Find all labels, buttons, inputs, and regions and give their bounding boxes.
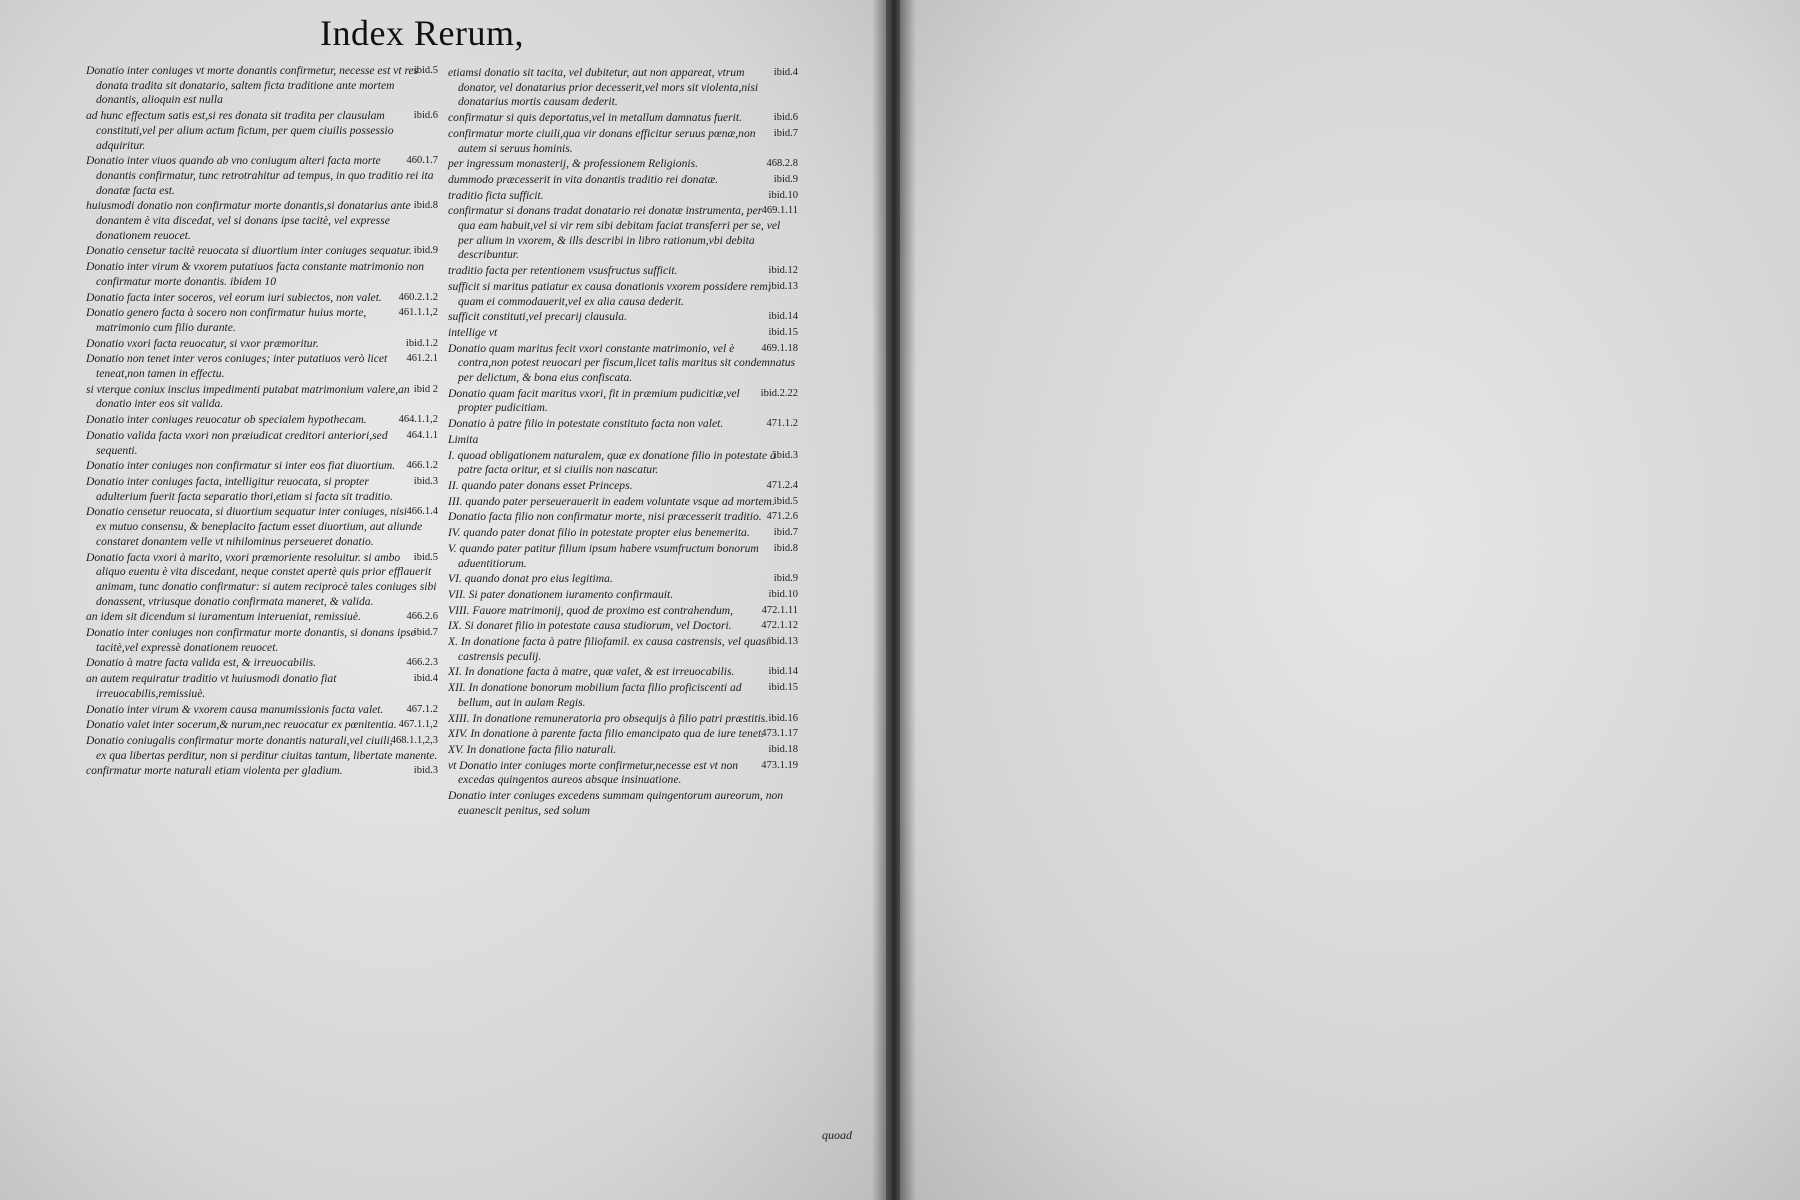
entry-text: Donatio quam facit maritus vxori, fit in præmium pudicitiæ,vel propter pudicitiam.: [448, 386, 740, 415]
index-entry: [448, 542, 798, 571]
index-entry: [448, 619, 798, 634]
entry-reference: ibid.14: [768, 666, 798, 678]
index-entry: [448, 495, 798, 510]
entry-text: XII. In donatione bonorum mobilium facta filio proficiscenti ad bellum, aut in aulam Regis.: [448, 681, 742, 709]
index-entry: [86, 64, 438, 108]
index-entry: [448, 433, 798, 448]
index-entry: [86, 244, 438, 259]
index-entry: [448, 681, 798, 710]
entry-text: traditio ficta sufficit.: [448, 188, 544, 202]
entry-reference: ibid.12: [768, 265, 798, 277]
entry-text: Donatio inter coniuges reuocatur ob specialem hypothecam.: [86, 413, 367, 427]
index-entry: [86, 352, 438, 381]
index-entry: [448, 572, 798, 587]
entry-reference: ibid.13: [768, 280, 798, 292]
index-entry: [86, 429, 438, 458]
entry-text: Donatio coniugalis confirmatur morte donantis naturali,vel ciuili, ex qua libertas perditur, non si perditur ciuitas tantum, libertate manente.: [86, 733, 438, 762]
index-entry: [448, 173, 798, 188]
index-entry: [86, 718, 438, 733]
left-page: [0, 0, 886, 1200]
index-entry: [448, 264, 798, 279]
index-entry: [86, 703, 438, 718]
entry-reference: 471.2.4: [766, 479, 798, 491]
entry-text: XIII. In donatione remuneratoria pro obsequijs à filio patri præstitis.: [448, 711, 769, 725]
entry-reference: ibid.10: [768, 189, 798, 201]
index-entry: [448, 127, 798, 156]
index-entry: [448, 510, 798, 525]
entry-reference: ibid.9: [413, 245, 438, 257]
entry-reference: 469.1.18: [761, 342, 798, 354]
entry-text: III. quando pater perseuerauerit in eadem voluntate vsque ad mortem.: [448, 494, 775, 508]
entry-text: confirmatur morte naturali etiam violenta per gladium.: [86, 764, 343, 778]
index-entry: [448, 157, 798, 172]
entry-reference: ibid.5: [413, 551, 438, 563]
entry-text: IV. quando pater donat filio in potestate propter eius benemerita.: [448, 526, 750, 540]
entry-reference: 472.1.12: [761, 620, 798, 632]
entry-reference: ibid.5: [413, 65, 438, 76]
entry-reference: ibid 2: [413, 383, 438, 395]
entry-reference: ibid.2.22: [760, 387, 798, 399]
entry-text: Donatio quam maritus fecit vxori constante matrimonio, vel è contra,non potest reuocari per fiscum,licet talis maritus sit condemnatus per delictum, & bona eius confiscata.: [448, 341, 796, 385]
entry-text: Donatio inter virum & vxorem putatiuos facta constante matrimonio non confirmatur morte donantis. ibidem 10: [86, 260, 425, 288]
index-entry: [448, 759, 798, 788]
index-entry: [86, 413, 438, 428]
entry-text: per ingressum monasterij, & professionem Religionis.: [448, 157, 699, 171]
entry-reference: 466.1.2: [406, 460, 438, 472]
entry-text: Donatio non tenet inter veros coniuges; inter putatiuos verò licet teneat,non tamen in effectu.: [86, 352, 388, 381]
index-entry: [448, 789, 798, 818]
entry-reference: ibid.4: [413, 673, 438, 685]
index-entry: [448, 111, 798, 126]
entry-text: XV. In donatione facta filio naturali.: [448, 742, 617, 756]
entry-reference: 464.1.1: [406, 429, 438, 441]
entry-reference: ibid.15: [768, 682, 798, 694]
entry-reference: ibid.18: [768, 743, 798, 755]
index-entry: [86, 459, 438, 474]
entry-text: dummodo præcesserit in vita donantis traditio rei donatæ.: [448, 172, 719, 186]
entry-text: XI. In donatione facta à matre, quæ valet, & est irreuocabilis.: [448, 665, 735, 679]
entry-text: Donatio inter coniuges vt morte donantis confirmetur, necesse est vt res donata tradita sit donatario, saltem ficta traditione ante mortem donantis, alioquin est nulla: [86, 64, 419, 107]
entry-reference: 461.1.1,2: [398, 307, 438, 319]
entry-reference: 468.1.1,2,3: [390, 734, 438, 746]
index-entry: [86, 260, 438, 289]
entry-text: I. quoad obligationem naturalem, quæ ex donatione filio in potestate à patre facta oritur, et si ciuilis non nascatur.: [448, 448, 776, 477]
entry-text: ad hunc effectum satis est,si res donata sit tradita per clausulam constituti,vel per alium actum fictum, per quem ciuilis possessio adquiritur.: [86, 109, 394, 152]
entry-text: V. quando pater patitur filium ipsum habere vsumfructum bonorum aduentitiorum.: [448, 541, 759, 570]
entry-reference: 466.2.3: [406, 657, 438, 669]
entry-text: traditio facta per retentionem vsusfructus sufficit.: [448, 264, 678, 278]
index-entry: [448, 712, 798, 727]
index-entry: [448, 280, 798, 309]
entry-reference: 471.2.6: [766, 511, 798, 523]
entry-text: Donatio facta filio non confirmatur morte, nisi præcesserit traditio.: [448, 510, 762, 524]
entry-text: X. In donatione facta à patre filiofamil. ex causa castrensis, vel quasi castrensis peculij.: [448, 635, 770, 663]
entry-reference: ibid.6: [413, 110, 438, 122]
index-entry: [448, 342, 798, 386]
entry-reference: ibid.14: [768, 311, 798, 323]
entry-reference: ibid.15: [768, 326, 798, 338]
entry-reference: ibid.4: [773, 67, 798, 78]
entry-reference: 466.2.6: [406, 611, 438, 623]
index-entry: [448, 189, 798, 204]
entry-text: Donatio facta inter soceros, vel eorum iuri subiectos, non valet.: [86, 290, 382, 304]
entry-text: XIV. In donatione à parente facta filio emancipato qua de iure tenet.: [448, 727, 765, 741]
entry-reference: 468.2.8: [766, 158, 798, 170]
entry-reference: 464.1.1,2: [398, 414, 438, 426]
entry-reference: 461.2.1: [406, 353, 438, 365]
entry-reference: 472.1.11: [761, 604, 798, 616]
index-entry: [86, 505, 438, 549]
entry-text: Donatio à patre filio in potestate constituto facta non valet.: [448, 417, 724, 431]
entry-reference: ibid.9: [773, 173, 798, 185]
entry-reference: ibid.7: [773, 127, 798, 139]
entry-text: Donatio à matre facta valida est, & irreuocabilis.: [86, 656, 317, 670]
index-entry: [448, 449, 798, 478]
index-entry: [448, 479, 798, 494]
entry-reference: 473.1.17: [761, 728, 798, 740]
entry-reference: 473.1.19: [761, 759, 798, 771]
entry-reference: ibid.3: [413, 765, 438, 777]
entry-text: an idem sit dicendum si iuramentum interueniat, remissiuè.: [86, 610, 361, 624]
right-page: [900, 0, 1800, 1200]
entry-reference: ibid.16: [768, 712, 798, 724]
entry-text: VII. Si pater donationem iuramento confirmauit.: [448, 587, 674, 601]
entry-text: Donatio inter virum & vxorem causa manumissionis facta valet.: [86, 702, 384, 716]
entry-text: II. quando pater donans esset Princeps.: [448, 478, 633, 492]
entry-text: Donatio inter coniuges non confirmatur si inter eos fiat diuortium.: [86, 459, 396, 473]
index-entry: [448, 665, 798, 680]
index-entry: [86, 672, 438, 701]
entry-text: Donatio facta vxori à marito, vxori præmoriente resoluitur. si ambo aliquo euentu è vita discedant, neque constet apertè quis prior efflauerit animam, tunc donatio confirmatur: si autem reciprocè tales coniuges sibi donassent, vtriusque donatio confirmata maneret, & valida.: [86, 550, 437, 608]
index-entry: [448, 604, 798, 619]
entry-text: confirmatur si donans tradat donatario rei donatæ instrumenta, per qua eam habuit,vel si vir rem sibi debitam faciat transferri per se, vel per alium in vxorem, & ills describi in libro rationum,vbi debita describuntur.: [448, 204, 781, 262]
index-entry: [448, 588, 798, 603]
entry-reference: 469.1.11: [761, 205, 798, 217]
entry-reference: ibid.3: [413, 475, 438, 487]
entry-reference: 467.1.1,2: [398, 719, 438, 731]
entry-text: sufficit constituti,vel precarij clausula.: [448, 310, 627, 324]
entry-reference: 467.1.2: [406, 703, 438, 715]
index-entry: [86, 551, 438, 610]
entry-text: Donatio genero facta à socero non confirmatur huius morte, matrimonio cum filio durante.: [86, 306, 367, 334]
entry-text: Donatio inter coniuges excedens summam quingentorum aureorum, non euanescit penitus, sed solum: [448, 789, 784, 817]
entry-text: si vterque coniux inscius impedimenti putabat matrimonium valere,an donatio inter eos sit valida.: [86, 382, 410, 411]
entry-reference: ibid.3: [773, 449, 798, 461]
index-entry: [448, 727, 798, 742]
entry-reference: ibid.8: [413, 200, 438, 212]
entry-reference: 466.1.4: [406, 506, 438, 518]
left-page-header: Index Rerum,: [320, 13, 524, 53]
book-gutter: [872, 0, 916, 1200]
index-entry: [86, 610, 438, 625]
entry-text: etiamsi donatio sit tacita, vel dubitetur, aut non appareat, vtrum donator, vel donatarius prior decesserit,vel mors sit violenta,nisi donatarius mortis causam dederit.: [448, 66, 759, 109]
entry-reference: 460.1.7: [406, 155, 438, 167]
entry-reference: 460.2.1.2: [398, 291, 438, 303]
left-column-2: [448, 66, 798, 819]
index-entry: [448, 743, 798, 758]
entry-text: intellige vt: [448, 325, 498, 339]
entry-text: VIII. Fauore matrimonij, quod de proximo est contrahendum,: [448, 603, 734, 617]
index-entry: [86, 337, 438, 352]
index-entry: [86, 764, 438, 779]
index-entry: [86, 199, 438, 243]
entry-text: an autem requiratur traditio vt huiusmodi donatio fiat irreuocabilis,remissiuè.: [86, 672, 337, 700]
entry-reference: 471.1.2: [766, 418, 798, 430]
entry-text: confirmatur morte ciuili,qua vir donans efficitur seruus pœnæ,non autem si seruus hominis.: [448, 126, 756, 155]
left-column-1: [86, 64, 438, 780]
entry-text: Donatio inter viuos quando ab vno coniugum alteri facta morte donantis confirmatur, tunc retrotrahitur ad tempus, in quo traditio rei ita donatæ facta est.: [86, 154, 434, 197]
entry-text: sufficit si maritus patiatur ex causa donationis vxorem possidere rem, quam ei commodauerit,vel ex alia causa dederit.: [448, 279, 771, 308]
index-entry: [86, 475, 438, 504]
entry-text: Donatio inter coniuges non confirmatur morte donantis, si donans ipse tacitè,vel expressè donationem reuocet.: [86, 626, 416, 654]
entry-reference: ibid.5: [773, 495, 798, 507]
index-entry: [86, 656, 438, 671]
entry-text: Donatio inter coniuges facta, intelligitur reuocata, si propter adulterium fuerit facta separatio thori,etiam si facta sit traditio.: [86, 474, 393, 503]
index-entry: [86, 734, 438, 763]
index-entry: [86, 154, 438, 198]
index-entry: [448, 204, 798, 263]
index-entry: [448, 326, 798, 341]
entry-text: Limita: [448, 432, 479, 446]
entry-text: huiusmodi donatio non confirmatur morte donantis,si donatarius ante donantem è vita discedat, vel si donans ipse tacitè, vel expresse donationem reuocet.: [86, 199, 411, 242]
index-entry: [86, 626, 438, 655]
entry-text: Donatio censetur tacitè reuocata si diuortium inter coniuges sequatur.: [86, 244, 412, 258]
index-entry: [448, 387, 798, 416]
index-entry: [86, 291, 438, 306]
entry-text: confirmatur si quis deportatus,vel in metallum damnatus fuerit.: [448, 111, 743, 125]
entry-reference: ibid.9: [773, 573, 798, 585]
entry-text: VI. quando donat pro eius legitima.: [448, 572, 613, 586]
index-entry: [448, 526, 798, 541]
entry-text: vt Donatio inter coniuges morte confirmetur,necesse est vt non excedas quingentos aureos absque insinuatione.: [448, 758, 739, 787]
entry-reference: ibid.7: [413, 627, 438, 639]
index-entry: [448, 310, 798, 325]
entry-reference: ibid.1.2: [405, 337, 438, 349]
entry-reference: ibid.8: [773, 542, 798, 554]
index-entry: [448, 66, 798, 110]
left-catchword: quoad: [822, 1128, 852, 1142]
entry-reference: ibid.13: [768, 636, 798, 648]
entry-text: IX. Si donaret filio in potestate causa studiorum, vel Doctori.: [448, 619, 732, 633]
entry-reference: ibid.6: [773, 112, 798, 124]
index-entry: [448, 417, 798, 432]
index-entry: [86, 383, 438, 412]
entry-text: Donatio vxori facta reuocatur, si vxor præmoritur.: [86, 336, 319, 350]
entry-text: Donatio valet inter socerum,& nurum,nec reuocatur ex pœnitentia.: [86, 718, 397, 732]
index-entry: [86, 306, 438, 335]
entry-text: Donatio censetur reuocata, si diuortium sequatur inter coniuges, nisi ex mutuo consensu, & beneplacito factum esset diuortium, aut aliunde constaret donantem velle vt nihilominus perseueret donatio.: [86, 505, 423, 548]
index-entry: [86, 109, 438, 153]
index-entry: [448, 635, 798, 664]
entry-reference: ibid.7: [773, 527, 798, 539]
entry-reference: ibid.10: [768, 588, 798, 600]
entry-text: Donatio valida facta vxori non præiudicat creditori anteriori,sed sequenti.: [86, 428, 388, 457]
